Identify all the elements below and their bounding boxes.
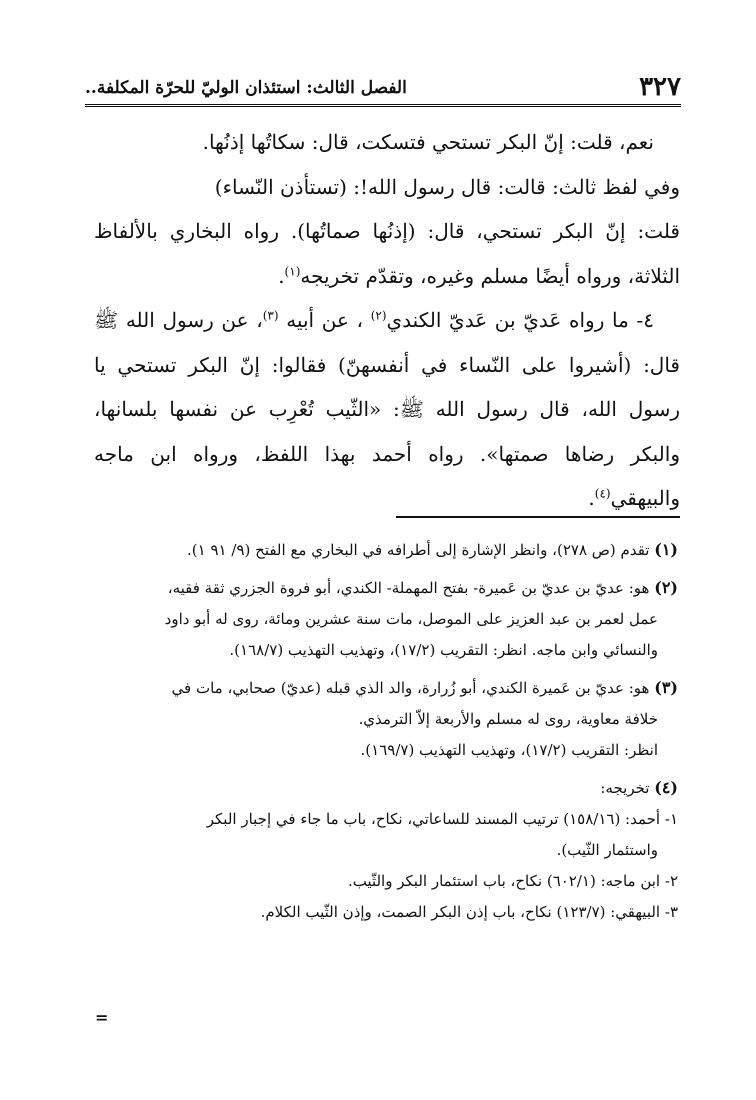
footnote-4-line-5: ٣- البيهقي: (١٢٣/٧) نكاح، باب إذن البكر الصمت، وإذن الثّيب الكلام.: [260, 903, 678, 921]
paragraph-4-end: .: [588, 486, 595, 510]
header-rule: [85, 104, 681, 107]
paragraph-4-text-a: ٤- ما رواه عَديّ بن عَديّ الكندي: [386, 308, 654, 332]
footnote-4: [92, 772, 678, 928]
footnote-ref-4: (٤): [594, 486, 611, 501]
paragraph-4-text-b: ، عن أبيه: [278, 308, 371, 332]
footnote-1: [92, 534, 678, 566]
page-header: [85, 66, 681, 102]
footnote-ref-2: (٢): [370, 308, 387, 323]
footnote-3-text-1: هو: عديّ بن عَميرة الكندي، أبو زُرارة، والد الذي قبله (عديّ) صحابي، مات في: [171, 679, 650, 697]
footnote-2-text-1: هو: عديّ بن عديّ بن عَميرة- بفتح المهملة- الكندي، أبو فروة الجزري ثقة فقيه،: [167, 579, 650, 597]
footnote-4-line-3: واستئمار الثّيب).: [556, 841, 658, 859]
footnote-3-line-1: [92, 672, 678, 704]
footnote-4-line-4: ٢- ابن ماجه: (٦٠٢/١) نكاح، باب استئمار البكر والثّيب.: [347, 872, 678, 890]
paragraph-4-text-c: ، عن رسول الله ﷺ قال: (أشيروا على النّساء في أنفسهنّ) فقالوا: إنّ البكر تستحي يا رسول الله، قال رسول الله ﷺ: «الثّيب تُعْرِب عن نفسها بلسانها، والبكر رضاها صمتها». رواه أحمد بهذا اللفظ، ورواه ابن ماجه والبيهقي: [94, 308, 680, 510]
footnote-4-line-2: ١- أحمد: (١٥٨/١٦) ترتيب المسند للساعاتي، نكاح، باب ما جاء في إجبار البكر: [206, 810, 678, 828]
footnote-2-marker: (٢): [654, 578, 678, 597]
footnote-1-marker: (١): [654, 540, 678, 559]
paragraph-4: [94, 298, 680, 521]
footnote-2-line-1: [92, 572, 678, 604]
footnote-1-text: تقدم (ص ٢٧٨)، وانظر الإشارة إلى أطرافه في البخاري مع الفتح (٩/ ٩١ ١).: [187, 541, 650, 559]
footnote-3-marker: (٣): [654, 678, 678, 697]
paragraph-3-end: .: [278, 263, 285, 288]
footnote-separator: [396, 516, 680, 518]
footnotes: [92, 534, 678, 934]
footnote-3: [92, 672, 678, 766]
footnote-3-line-2: خلافة معاوية، روى له مسلم والأربعة إلاّ الترمذي.: [358, 710, 658, 728]
footnote-2: [92, 572, 678, 666]
paragraph-3-text: قلت: إنّ البكر تستحي، قال: (إذنُها صماتُها). رواه البخاري بالألفاظ الثلاثة، ورواه أيضًا مسلم وغيره، وتقدّم تخريجه: [94, 219, 680, 288]
continuation-mark: =: [95, 1008, 109, 1027]
paragraph-1: نعم، قلت: إنّ البكر تستحي فتسكت، قال: سكاتُها إذنُها.: [202, 130, 654, 154]
main-text: [94, 120, 680, 521]
footnote-4-line-1: [92, 772, 678, 804]
footnote-4-text-1: تخريجه:: [600, 779, 650, 797]
footnote-3-line-3: انظر: التقريب (١٧/٢)، وتهذيب التهذيب (١٦٩/٧).: [360, 741, 658, 759]
footnote-4-marker: (٤): [654, 778, 678, 797]
footnote-ref-1: (١): [284, 263, 301, 278]
footnote-2-line-3: والنسائي وابن ماجه. انظر: التقريب (١٧/٢)، وتهذيب التهذيب (١٦٨/٧).: [229, 641, 658, 659]
page-number: ٣٢٧: [639, 72, 681, 102]
footnote-2-line-2: عمل لعمر بن عبد العزيز على الموصل، مات سنة عشرين ومائة، روى له أبو داود: [164, 610, 658, 628]
running-title: الفصل الثالث: استئذان الوليّ للحرّة المكلفة..: [85, 78, 407, 98]
paragraph-3: [94, 209, 680, 298]
paragraph-2: وفي لفظ ثالث: قالت: قال رسول الله!: (تستأذن النّساء): [214, 174, 680, 199]
footnote-ref-3: (٣): [262, 308, 279, 323]
footnote-1-line: [92, 534, 678, 566]
